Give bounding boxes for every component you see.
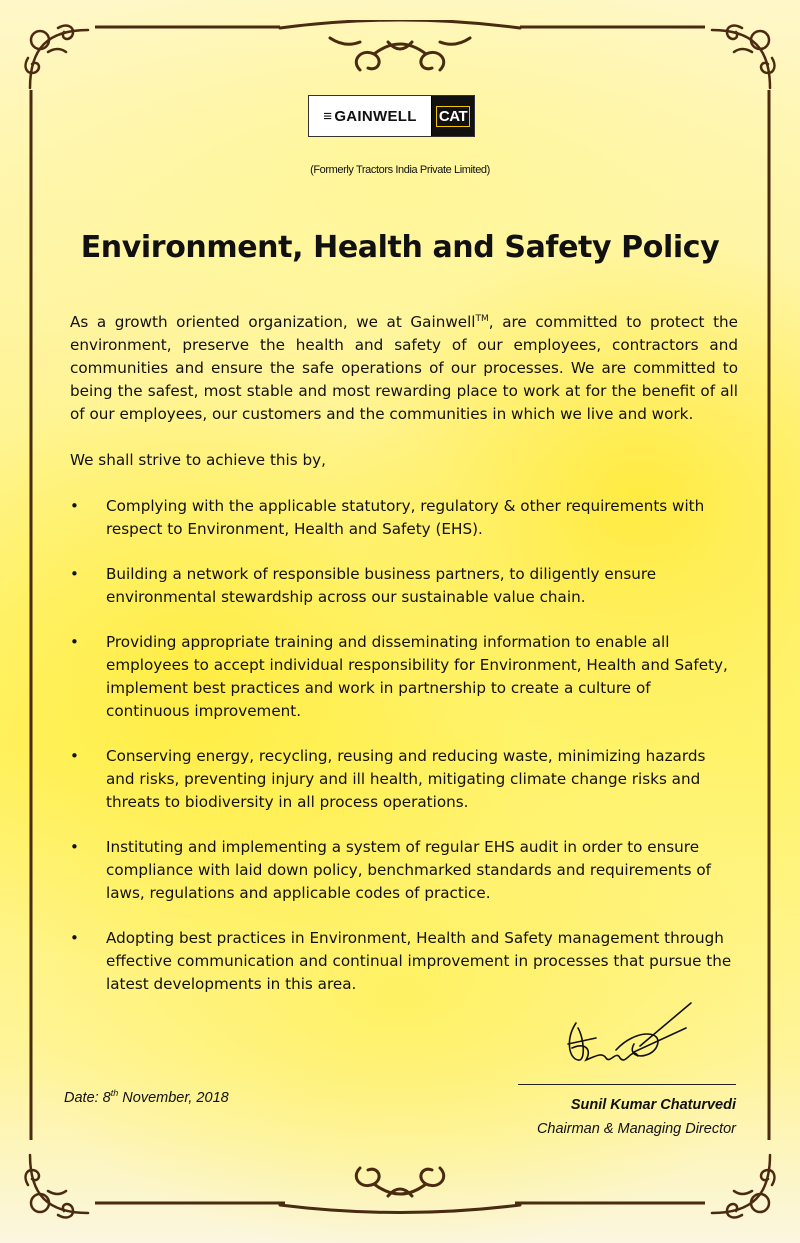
signature-line	[518, 1084, 736, 1085]
intro-paragraph	[70, 308, 738, 426]
list-item: • Conserving energy, recycling, reusing and reducing waste, minimizing hazards and risks, preventing injury and ill health, mitigating climate change risks and threats to biodiversity in all process operations.	[70, 745, 738, 814]
commitment-list	[70, 495, 738, 996]
scroll-ornament-icon	[270, 20, 530, 80]
scroll-ornament-icon	[270, 1160, 530, 1215]
list-item: • Building a network of responsible business partners, to diligently ensure environmental stewardship across our sustainable value chain.	[70, 563, 738, 609]
list-item: • Providing appropriate training and disseminating information to enable all employees to accept individual responsibility for Environment, Health and Safety, implement best practices and work in partnership to create a culture of continuous improvement.	[70, 631, 738, 723]
signatory-title: Chairman & Managing Director	[536, 1121, 736, 1137]
company-logo	[308, 95, 475, 137]
policy-body	[70, 308, 738, 1018]
formerly-name: (Formerly Tractors India Private Limited)	[310, 164, 490, 176]
page-title: Environment, Health and Safety Policy	[80, 230, 720, 265]
list-item: • Instituting and implementing a system of regular EHS audit in order to ensure compliance with laid down policy, benchmarked standards and requirements of laws, regulations and applicable codes of practice.	[70, 836, 738, 905]
corner-flourish-icon	[702, 1145, 782, 1225]
list-item: • Complying with the applicable statutory, regulatory & other requirements with respect to Environment, Health and Safety (EHS).	[70, 495, 738, 541]
lead-sentence: We shall strive to achieve this by,	[70, 451, 326, 470]
policy-date	[64, 1088, 229, 1106]
date-month-year: November, 2018	[118, 1089, 229, 1106]
gainwell-mark-icon: ≡	[323, 107, 333, 125]
corner-flourish-icon	[18, 18, 98, 98]
date-day: Date: 8	[64, 1089, 111, 1106]
gainwell-wordmark	[309, 96, 431, 136]
date-ordinal: th	[110, 1088, 119, 1098]
cat-logo	[431, 96, 474, 136]
corner-flourish-icon	[702, 18, 782, 98]
cat-logo-text: CAT	[436, 106, 470, 127]
signature	[556, 998, 696, 1083]
trademark-symbol: TM	[475, 314, 489, 324]
list-item: • Adopting best practices in Environment, Health and Safety management through effective communication and continual improvement in processes that pursue the latest developments in this area.	[70, 927, 738, 996]
intro-text-start: As a growth oriented organization, we at Gainwell	[70, 313, 476, 332]
gainwell-logo-text: GAINWELL	[334, 107, 417, 125]
signatory-name: Sunil Kumar Chaturvedi	[570, 1097, 736, 1113]
intro-text-end: , are committed to protect the environment, preserve the health and safety of our employees, contractors and communities and ensure the safe operations of our processes. We are committed to being the safest, most stable and most rewarding place to work at for the benefit of all of our employees, our customers and the communities in which we live and work.	[70, 313, 738, 424]
corner-flourish-icon	[18, 1145, 98, 1225]
